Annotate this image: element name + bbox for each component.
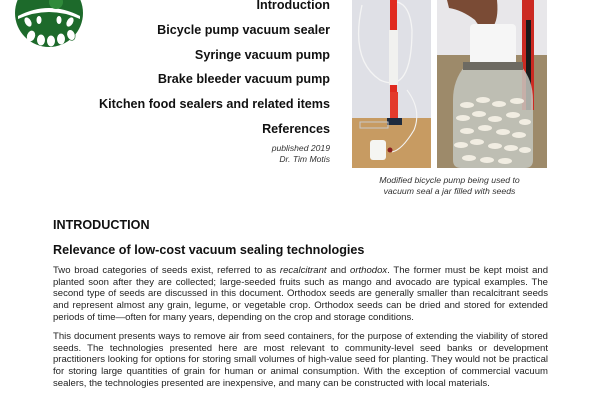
term-recalcitrant: recalcitrant [279,265,327,276]
figure-caption [352,175,547,197]
caption-line-1: Modified bicycle pump being used to [379,175,520,185]
publication-byline [272,143,330,164]
paragraph-1-text-c: . The former must be kept moist and planted soon after they are collected; large-seeded fruits such as mango and avocado are typical examples. The second type of seeds are discussed in this document. Orthodox seeds are generally smaller than recalcitrant seeds and represent almost any grain, legume, or vegetable crop. Orthodox seeds can be dried and stored for extended periods of time—often for many years, depending on the crop and storage conditions. [53,265,548,323]
organization-logo [14,0,84,48]
toc-item-bicycle-pump[interactable]: Bicycle pump vacuum sealer [157,22,330,37]
table-of-contents [99,0,330,142]
toc-item-introduction[interactable]: Introduction [256,0,330,12]
paragraph-1-text-a: Two broad categories of seeds exist, referred to as [53,265,280,276]
bicycle-pump-photo [352,0,431,168]
author-name: Dr. Tim Motis [279,153,330,164]
caption-line-2: vacuum seal a jar filled with seeds [383,186,516,196]
term-orthodox: orthodox [350,265,388,276]
subsection-heading: Relevance of low-cost vacuum sealing technologies [53,243,365,257]
section-heading: INTRODUCTION [53,218,150,232]
seed-jar-photo [437,0,547,168]
toc-item-syringe-pump[interactable]: Syringe vacuum pump [194,47,330,62]
paragraph-1 [53,265,548,324]
toc-item-kitchen-sealers[interactable]: Kitchen food sealers and related items [99,97,330,112]
seed-basket-logo-icon [14,0,84,48]
paragraph-2: This document presents ways to remove air from seed containers, for the purpose of extending the viability of stored seeds. The technologies presented here are most relevant to community-level seed banks or development practitioners looking for options for storing small volumes of high-value seed for planting. They would not be practical for storing large quantities of grain for human or animal consumption. With the exception of commercial vacuum sealers, the technologies presented are inexpensive, and many can be constructed with local materials. [53,331,548,389]
paragraph-1-text-b: and [326,265,351,276]
toc-item-references[interactable]: References [262,121,330,136]
toc-item-brake-bleeder[interactable]: Brake bleeder vacuum pump [157,72,330,87]
published-date: published 2019 [271,143,330,153]
